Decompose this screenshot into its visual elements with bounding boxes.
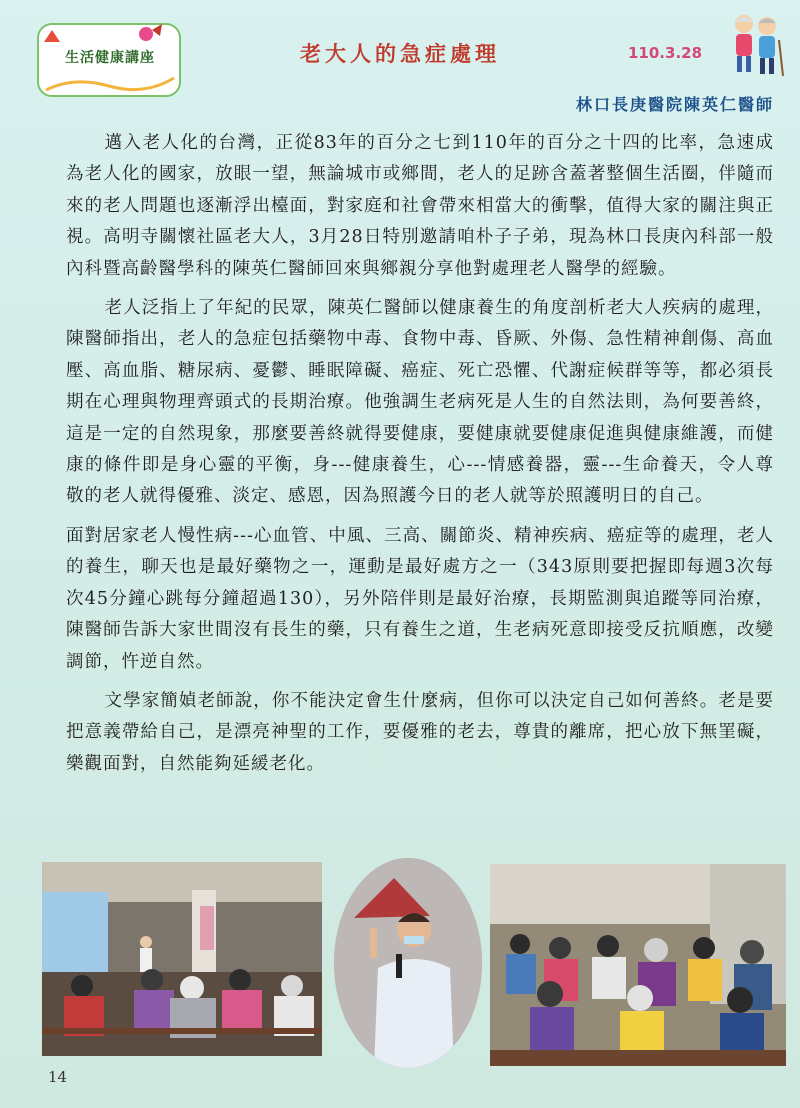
elderly-couple-icon	[724, 10, 786, 80]
section-badge	[34, 20, 184, 100]
article-author: 林口長庚醫院陳英仁醫師	[575, 95, 774, 114]
article-body	[66, 128, 774, 788]
article-paragraph: 老人泛指上了年紀的民眾，陳英仁醫師以健康養生的角度剖析老大人疾病的處理，陳醫師指出，老人的急症包括藥物中毒、食物中毒、昏厥、外傷、急性精神創傷、高血壓、高血脂、糖尿病、憂鬱、睡眠障礙、癌症、死亡恐懼、代謝症候群等等，都必須長期在心理與物理齊頭式的長期治療。他強調生老病死是人生的自然法則，為何要善終，這是一定的自然現象，那麼要善終就得要健康，要健康就要健康促進與健康維護，而健康的條件即是身心靈的平衡，身---健康養生，心---情感養器，靈---生命養天，令人尊敬的老人就得優雅、淡定、感恩，因為照護今日的老人就等於照護明日的自己。	[66, 298, 774, 507]
speaker-photo	[334, 858, 482, 1068]
article-date: 110.3.28	[628, 44, 703, 62]
lecture-hall-photo	[42, 862, 322, 1056]
article-paragraph: 邁入老人化的台灣，正從83年的百分之七到110年的百分之十四的比率，急速成為老人化的國家，放眼一望，無論城市或鄉間，老人的足跡含蓋著整個生活圈，伴隨而來的老人問題也逐漸浮出檯面，對家庭和社會帶來相當大的衝擊，值得大家的關注與正視。高明寺關懷社區老大人，3月28日特別邀請咱朴子子弟，現為林口長庚內科部一般內科暨高齡醫學科的陳英仁醫師回來與鄉親分享他對處理老人醫學的經驗。	[66, 133, 774, 279]
article-paragraph: 面對居家老人慢性病---心血管、中風、三高、關節炎、精神疾病、癌症等的處理，老人的養生，聊天也是最好藥物之一，運動是最好處方之一（343原則要把握即每週3次每次45分鐘心跳每分鐘超過130），另外陪伴則是最好治療，長期監測與追蹤等同治療，陳醫師告訴大家世間沒有長生的藥，只有養生之道，生老病死意即接受反抗順應，改變調節，忤逆自然。	[66, 525, 774, 672]
article-title: 老大人的急症處理	[300, 41, 500, 66]
audience-photo	[490, 864, 786, 1066]
page-number: 14	[48, 1068, 68, 1086]
article-paragraph: 文學家簡媜老師說，你不能決定會生什麼病，但你可以決定自己如何善終。老是要把意義帶給自己，是漂亮神聖的工作，要優雅的老去，尊貴的離席，把心放下無罣礙，樂觀面對，自然能夠延緩老化。	[66, 690, 774, 774]
badge-label: 生活健康講座	[65, 50, 155, 66]
